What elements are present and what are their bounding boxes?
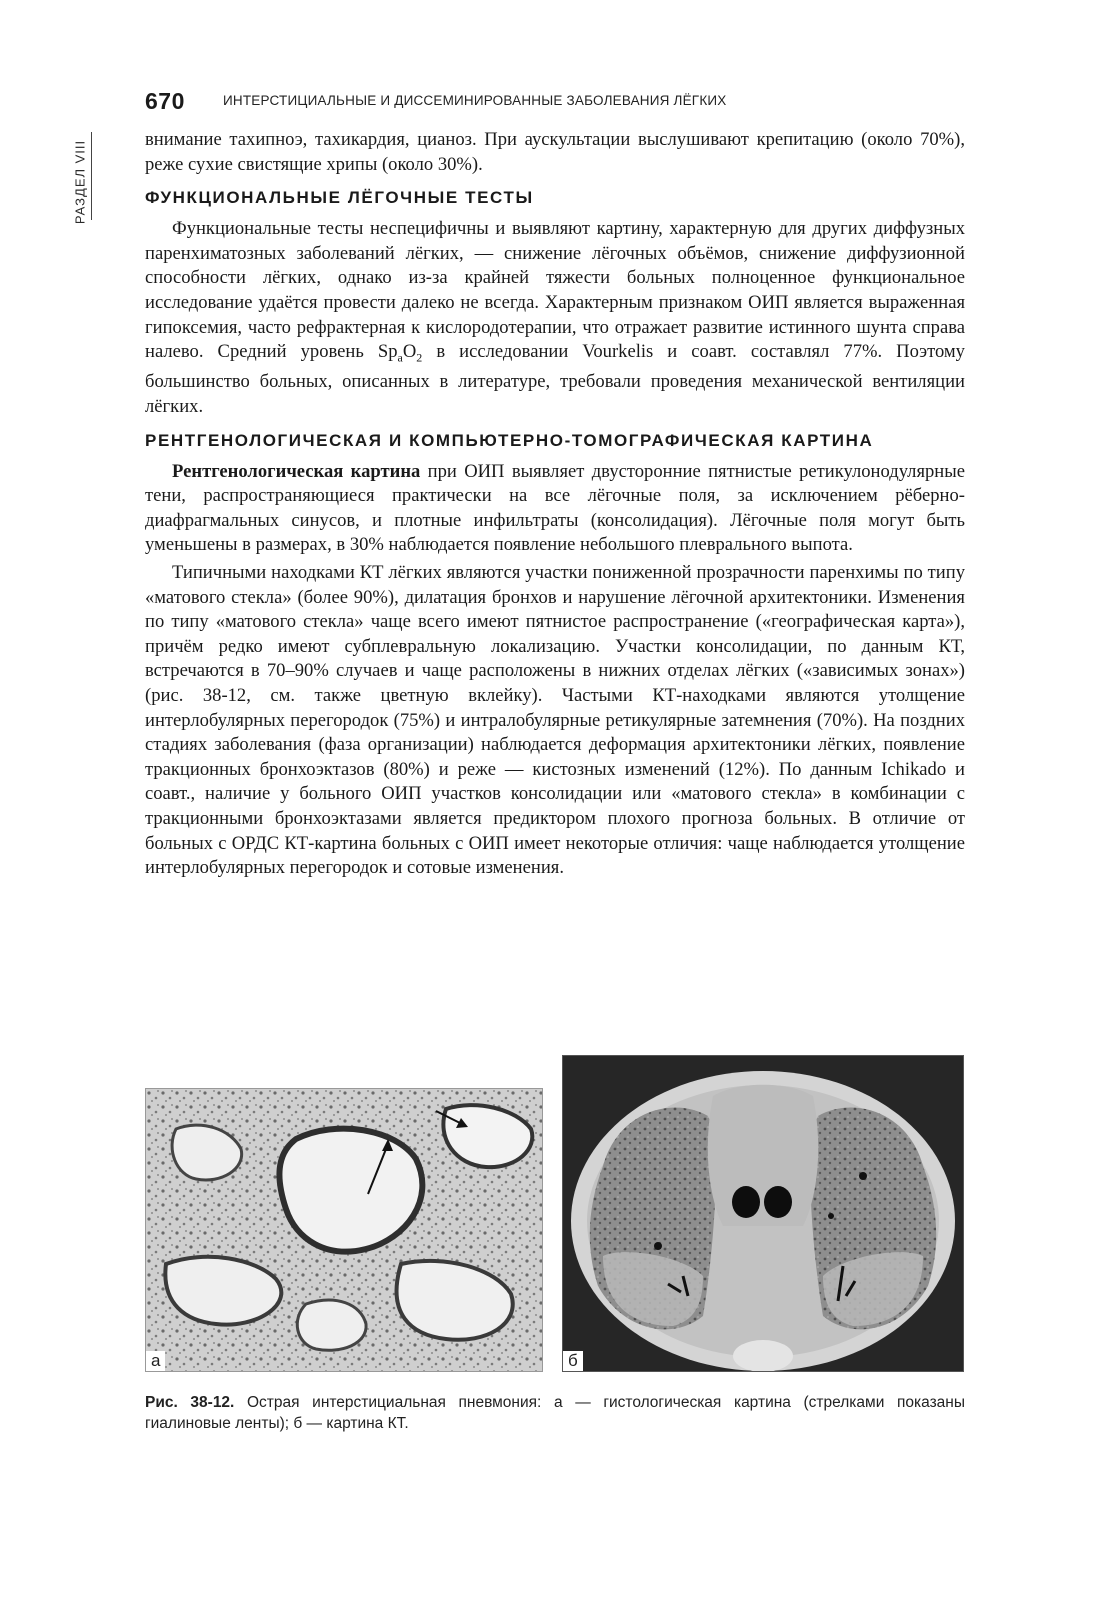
radiology-term: Рентгенологическая картина xyxy=(172,460,421,482)
figure-ct-image xyxy=(562,1055,964,1372)
radiology-text-1: при ОИП выявляет двусторонние пятнистые ретикулонодулярные тени, распространяющиеся практически на все лёгочные поля, за исключением рёберно-диафрагмальных синусов, и плотные инфильтраты (консолидация). Лёгочные поля могут быть уменьшены в размерах, в 30% наблюдается появление небольшого плеврального выпота. xyxy=(145,460,965,556)
o-subscript-2: 2 xyxy=(416,350,423,365)
histology-illustration xyxy=(146,1089,542,1371)
main-text xyxy=(145,128,965,881)
o-symbol: O xyxy=(402,341,417,363)
page-number: 670 xyxy=(145,88,185,114)
panel-label-a: а xyxy=(146,1351,165,1371)
function-tests-paragraph xyxy=(145,217,965,419)
sp-symbol: Sp xyxy=(377,341,398,363)
radiology-paragraph-2: Типичными находками КТ лёгких являются участки пониженной прозрачности паренхимы по типу «матового стекла» (более 90%), дилатация бронхов и нарушение лёгочной архитектоники. Изменения по типу «матового стекла» чаще всего имеют пятнистое распространение («географическая карта»), причём редко имеют субплевральную локализацию. Участки консолидации, по данным КТ, встречаются в 70–90% случаев и чаще расположены в нижних отделах лёгких («зависимых зонах») (рис. 38-12, см. также цветную вклейку). Частыми КТ-находками являются утолщение интерлобулярных перегородок (75%) и интралобулярные ретикулярные затемнения (70%). На поздних стадиях заболевания (фаза организации) наблюдается деформация архитектоники лёгких, появление тракционных бронхоэктазов (80%) и реже — кистозных изменений (12%). По данным Ichikado и соавт., наличие у больного ОИП участков консолидации или «матового стекла» в комбинации с тракционными бронхоэктазами является предиктором плохого прогноза больных. В отличие от больных с ОРДС КТ-картина больных с ОИП имеет некоторые отличия: чаще наблюдается утолщение интерлобулярных перегородок и сотовые изменения. xyxy=(145,562,965,879)
section-heading-function-tests: ФУНКЦИОНАЛЬНЫЕ ЛЁГОЧНЫЕ ТЕСТЫ xyxy=(145,188,534,208)
panel-label-b: б xyxy=(563,1351,583,1371)
function-tests-text-a: Функциональные тесты неспецифичны и выявляют картину, характерную для других диффузных паренхиматозных заболеваний лёгких, — снижение лёгочных объёмов, снижение диффузионной способности лёгких, однако из-за крайней тяжести больных полноценное функциональное исследование удаётся провести далеко не всегда. Характерным признаком ОИП является выраженная гипоксемия, часто рефрактерная к кислородотерапии, что отражает развитие истинного шунта справа налево. Средний уровень xyxy=(145,218,965,363)
figure-histology-image xyxy=(145,1088,543,1372)
running-header xyxy=(145,86,965,116)
section-side-tab xyxy=(60,132,100,232)
section-heading-radiology: РЕНТГЕНОЛОГИЧЕСКАЯ И КОМПЬЮТЕРНО-ТОМОГРАФИЧЕСКАЯ КАРТИНА xyxy=(145,430,874,450)
sp-subscript-a: a xyxy=(397,350,403,365)
function-tests-text-b: в исследовании Vourkelis и соавт. составлял 77%. Поэтому большинство больных, описанных в литературе, требовали проведения механической вентиляции лёгких. xyxy=(145,341,965,418)
side-divider xyxy=(91,132,92,220)
intro-paragraph: внимание тахипноэ, тахикардия, цианоз. При аускультации выслушивают крепитацию (около 70%), реже сухие свистящие хрипы (около 30%). xyxy=(145,129,965,175)
figure-caption xyxy=(145,1392,965,1434)
running-title: ИНТЕРСТИЦИАЛЬНЫЕ И ДИССЕМИНИРОВАННЫЕ ЗАБОЛЕВАНИЯ ЛЁГКИХ xyxy=(223,93,727,108)
figure-caption-text: Острая интерстициальная пневмония: а — гистологическая картина (стрелками показаны гиалиновые ленты); б — картина КТ. xyxy=(145,1394,965,1432)
figure-caption-label: Рис. 38-12. xyxy=(145,1394,235,1411)
radiology-paragraph-1 xyxy=(145,460,965,558)
ct-scan-illustration xyxy=(563,1056,963,1371)
section-side-label: РАЗДЕЛ VIII xyxy=(72,139,88,225)
